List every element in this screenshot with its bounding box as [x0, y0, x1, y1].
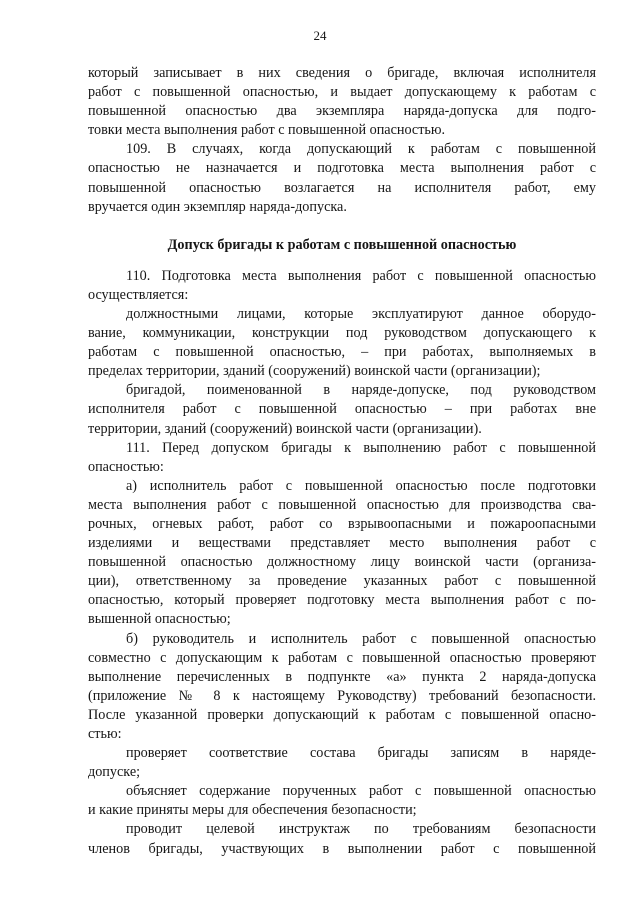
- text-line: повышенной опасностью возлагается на исполнителя работ, ему: [88, 179, 596, 196]
- text-line: б) руководитель и исполнитель работ с повышенной опасностью: [126, 630, 596, 647]
- text-line: опасностью:: [88, 458, 164, 475]
- text-line: вание, коммуникации, конструкции под руководством допускающего к: [88, 325, 596, 342]
- text-line: пределах территории, зданий (сооружений) воинской части (организации);: [88, 363, 541, 380]
- spacer: [88, 255, 596, 267]
- text-line: работ с повышенной опасностью, и выдает допускающему к работам с: [88, 84, 596, 101]
- section-heading: Допуск бригады к работам с повышенной опасностью: [167, 236, 517, 253]
- text-line: вышенной опасностью;: [88, 611, 231, 628]
- text-line: который записывает в них сведения о бригаде, включая исполнителя: [88, 65, 596, 81]
- text-line: а) исполнитель работ с повышенной опасностью после подготовки: [126, 477, 596, 494]
- text-line: выполнение перечисленных в подпункте «а» пункта 2 наряда-допуска: [88, 668, 596, 685]
- text-line: После указанной проверки допускающий к работам с повышенной опасно-: [88, 706, 596, 723]
- text-line: ции), ответственному за проведение указанных работ с повышенной: [88, 573, 596, 590]
- text-line: территории, зданий (сооружений) воинской части (организации).: [88, 420, 482, 437]
- text-line: места выполнения работ с повышенной опасностью для производства сва-: [88, 496, 596, 513]
- text-line: 109. В случаях, когда допускающий к работам с повышенной: [126, 141, 596, 158]
- section-top: [88, 64, 596, 217]
- text-line: членов бригады, участвующих в выполнении работ с повышенной: [88, 840, 596, 857]
- text-line: работам с повышенной опасностью, – при работах, выполняемых в: [88, 344, 596, 361]
- text-line: опасностью, который проверяет подготовку места выполнения работ с по-: [88, 592, 596, 609]
- text-line: повышенной опасностью должностному лицу воинской части (организа-: [88, 554, 596, 571]
- text-line: осуществляется:: [88, 286, 189, 303]
- text-line: товки места выполнения работ с повышенной опасностью.: [88, 122, 446, 139]
- page-content: [88, 64, 596, 859]
- text-line: бригадой, поименованной в наряде-допуске, под руководством: [126, 382, 596, 399]
- text-line: повышенной опасностью два экземпляра наряда-допуска для подго-: [88, 103, 596, 120]
- text-line: (приложение № 8 к настоящему Руководству) требований безопасности.: [88, 687, 596, 704]
- spacer: [88, 217, 596, 235]
- text-line: совместно с допускающим к работам с повышенной опасностью проверяют: [88, 649, 596, 666]
- section-body: [88, 267, 596, 859]
- text-line: 111. Перед допуском бригады к выполнению работ с повышенной: [126, 439, 596, 456]
- text-line: стью:: [88, 726, 122, 742]
- text-line: проверяет соответствие состава бригады записям в наряде-: [126, 745, 596, 762]
- text-line: должностными лицами, которые эксплуатируют данное оборудо-: [126, 305, 596, 322]
- text-line: изделиями и веществами представляет место выполнения работ с: [88, 535, 596, 552]
- page-number: 24: [313, 28, 327, 43]
- text-line: и какие приняты меры для обеспечения безопасности;: [88, 802, 417, 819]
- text-line: допуске;: [88, 764, 141, 781]
- text-line: 110. Подготовка места выполнения работ с повышенной опасностью: [126, 267, 596, 284]
- text-line: проводит целевой инструктаж по требованиям безопасности: [126, 821, 596, 838]
- text-line: вручается один экземпляр наряда-допуска.: [88, 198, 347, 215]
- text-line: опасностью не назначается и подготовка места выполнения работ с: [88, 160, 596, 177]
- text-line: объясняет содержание порученных работ с повышенной опасностью: [126, 783, 596, 800]
- text-line: рочных, огневых работ, работ со взрывоопасными и пожароопасными: [88, 515, 596, 532]
- text-line: исполнителя работ с повышенной опасностью – при работах вне: [88, 401, 596, 418]
